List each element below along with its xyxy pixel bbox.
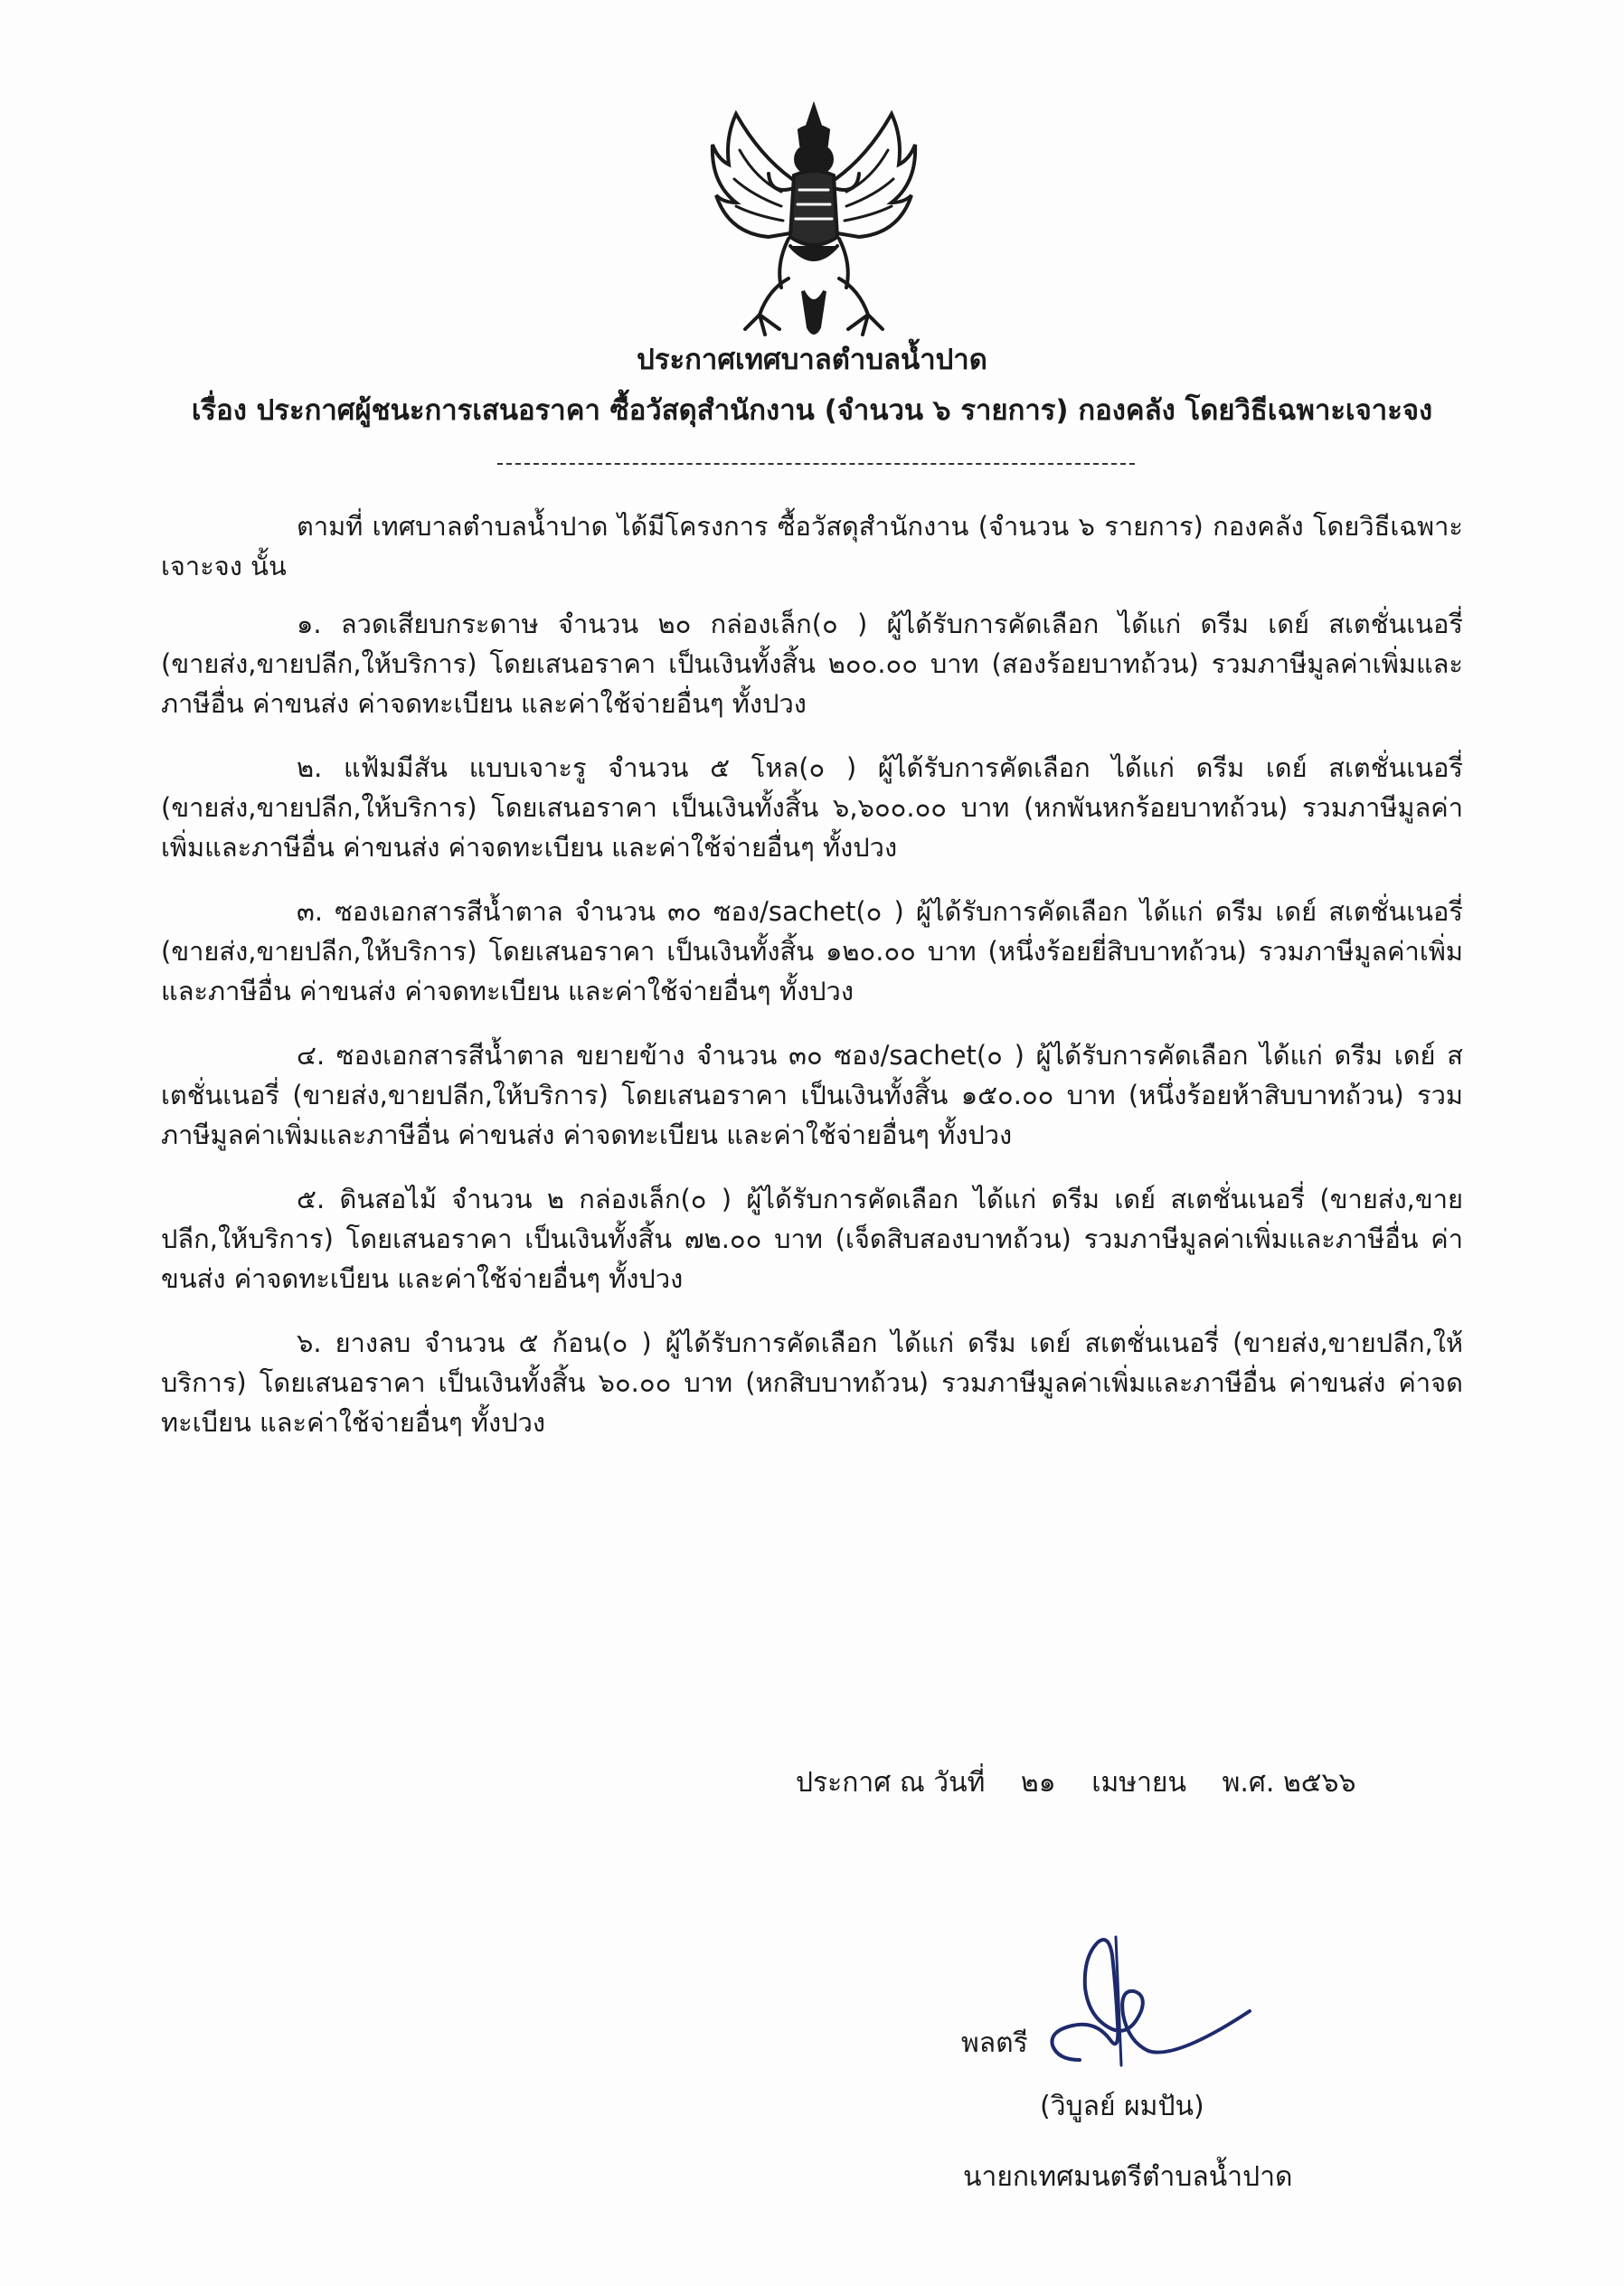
- document-subject: เรื่อง ประกาศผู้ชนะการเสนอราคา ซื้อวัสดุสำนักงาน (จำนวน ๖ รายการ) กองคลัง โดยวิธีเฉพาะเจาะจง: [191, 394, 1433, 427]
- award-item-1: ๑. ลวดเสียบกระดาษ จำนวน ๒๐ กล่องเล็ก(๐ ) ผู้ได้รับการคัดเลือก ได้แก่ ดรีม เดย์ สเตชั่นเนอรี่ (ขายส่ง,ขายปลีก,ให้บริการ) โดยเสนอราคา เป็นเงินทั้งสิ้น ๒๐๐.๐๐ บาท (สองร้อยบาทถ้วน) รวมภาษีมูลค่าเพิ่มและภาษีอื่น ค่าขนส่ง ค่าจดทะเบียน และค่าใช้จ่ายอื่นๆ ทั้งปวง: [161, 609, 1463, 719]
- document-title: ประกาศเทศบาลตำบลน้ำปาด: [637, 344, 987, 376]
- date-prefix: ประกาศ ณ วันที่: [796, 1767, 986, 1799]
- date-day: ๒๑: [1020, 1767, 1056, 1799]
- handwritten-signature-icon: [1040, 1924, 1257, 2078]
- title-separator: [497, 463, 1135, 465]
- award-item-5: ๕. ดินสอไม้ จำนวน ๒ กล่องเล็ก(๐ ) ผู้ได้รับการคัดเลือก ได้แก่ ดรีม เดย์ สเตชั่นเนอรี่ (ขายส่ง,ขายปลีก,ให้บริการ) โดยเสนอราคา เป็นเงินทั้งสิ้น ๗๒.๐๐ บาท (เจ็ดสิบสองบาทถ้วน) รวมภาษีมูลค่าเพิ่มและภาษีอื่น ค่าขนส่ง ค่าจดทะเบียน และค่าใช้จ่ายอื่นๆ ทั้งปวง: [161, 1184, 1463, 1294]
- date-year: พ.ศ. ๒๕๖๖: [1222, 1767, 1356, 1799]
- award-item-4: ๔. ซองเอกสารสีน้ำตาล ขยายข้าง จำนวน ๓๐ ซอง/sachet(๐ ) ผู้ได้รับการคัดเลือก ได้แก่ ดรีม เดย์ สเตชั่นเนอรี่ (ขายส่ง,ขายปลีก,ให้บริการ) โดยเสนอราคา เป็นเงินทั้งสิ้น ๑๕๐.๐๐ บาท (หนึ่งร้อยห้าสิบบาทถ้วน) รวมภาษีมูลค่าเพิ่มและภาษีอื่น ค่าขนส่ง ค่าจดทะเบียน และค่าใช้จ่ายอื่นๆ ทั้งปวง: [161, 1040, 1463, 1150]
- intro-paragraph: ตามที่ เทศบาลตำบลน้ำปาด ได้มีโครงการ ซื้อวัสดุสำนักงาน (จำนวน ๖ รายการ) กองคลัง โดยวิธีเฉพาะเจาะจง นั้น: [161, 511, 1463, 581]
- award-item-6: ๖. ยางลบ จำนวน ๕ ก้อน(๐ ) ผู้ได้รับการคัดเลือก ได้แก่ ดรีม เดย์ สเตชั่นเนอรี่ (ขายส่ง,ขายปลีก,ให้บริการ) โดยเสนอราคา เป็นเงินทั้งสิ้น ๖๐.๐๐ บาท (หกสิบบาทถ้วน) รวมภาษีมูลค่าเพิ่มและภาษีอื่น ค่าขนส่ง ค่าจดทะเบียน และค่าใช้จ่ายอื่นๆ ทั้งปวง: [161, 1327, 1463, 1438]
- signer-rank: พลตรี: [961, 2027, 1028, 2059]
- award-item-3: ๓. ซองเอกสารสีน้ำตาล จำนวน ๓๐ ซอง/sachet(๐ ) ผู้ได้รับการคัดเลือก ได้แก่ ดรีม เดย์ สเตชั่นเนอรี่ (ขายส่ง,ขายปลีก,ให้บริการ) โดยเสนอราคา เป็นเงินทั้งสิ้น ๑๒๐.๐๐ บาท (หนึ่งร้อยยี่สิบบาทถ้วน) รวมภาษีมูลค่าเพิ่มและภาษีอื่น ค่าขนส่ง ค่าจดทะเบียน และค่าใช้จ่ายอื่นๆ ทั้งปวง: [161, 896, 1463, 1006]
- garuda-emblem-icon: [705, 101, 922, 344]
- signer-position: นายกเทศมนตรีตำบลน้ำปาด: [963, 2161, 1293, 2193]
- announcement-date: [796, 1765, 1383, 1801]
- date-month: เมษายน: [1091, 1767, 1187, 1799]
- signer-name: (วิบูลย์ ผมปัน): [1040, 2091, 1204, 2122]
- award-item-2: ๒. แฟ้มมีสัน แบบเจาะรู จำนวน ๕ โหล(๐ ) ผู้ได้รับการคัดเลือก ได้แก่ ดรีม เดย์ สเตชั่นเนอรี่ (ขายส่ง,ขายปลีก,ให้บริการ) โดยเสนอราคา เป็นเงินทั้งสิ้น ๖,๖๐๐.๐๐ บาท (หกพันหกร้อยบาทถ้วน) รวมภาษีมูลค่าเพิ่มและภาษีอื่น ค่าขนส่ง ค่าจดทะเบียน และค่าใช้จ่ายอื่นๆ ทั้งปวง: [161, 752, 1463, 863]
- document-body: [161, 506, 1463, 1467]
